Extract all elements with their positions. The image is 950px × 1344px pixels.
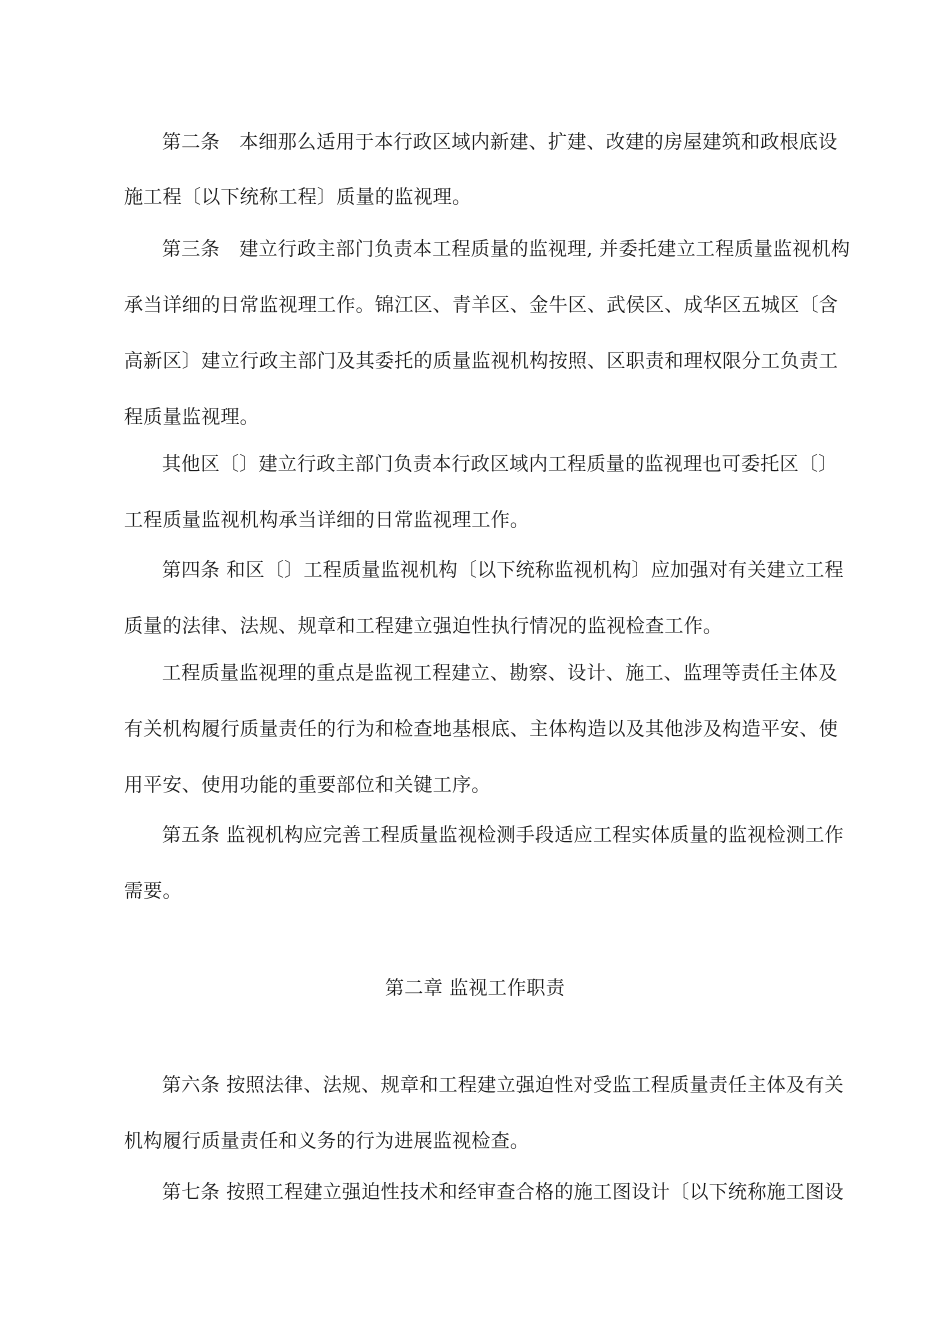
paragraph-focus-line-2: 有关机构履行质量责任的行为和检查地基根底、主体构造以及其他涉及构造平安、使	[124, 718, 839, 740]
chapter-2-heading: 第二章 监视工作职责	[384, 977, 566, 999]
article-5-line-2: 需要。	[124, 880, 182, 902]
paragraph-focus-line-3: 用平安、使用功能的重要部位和关键工序。	[124, 774, 491, 796]
article-3-line-1: 第三条 建立行政主部门负责本工程质量的监视理, 并委托建立工程质量监视机构	[162, 238, 851, 260]
article-3-line-4: 程质量监视理。	[124, 406, 260, 428]
paragraph-other-districts-line-2: 工程质量监视机构承当详细的日常监视理工作。	[124, 509, 530, 531]
paragraph-focus-line-1: 工程质量监视理的重点是监视工程建立、勘察、设计、施工、监理等责任主体及	[162, 662, 838, 684]
article-3-line-3: 高新区〕建立行政主部门及其委托的质量监视机构按照、区职责和理权限分工负责工	[124, 350, 839, 372]
article-2-line-2: 施工程〔以下统称工程〕质量的监视理。	[124, 186, 472, 208]
article-3-line-2: 承当详细的日常监视理工作。锦江区、青羊区、金牛区、武侯区、成华区五城区〔含	[124, 294, 839, 316]
article-2-line-1: 第二条 本细那么适用于本行政区域内新建、扩建、改建的房屋建筑和政根底设	[162, 131, 838, 153]
paragraph-other-districts-line-1: 其他区〔〕建立行政主部门负责本行政区域内工程质量的监视理也可委托区〔〕	[162, 453, 838, 475]
article-6-line-1: 第六条 按照法律、法规、规章和工程建立强迫性对受监工程质量责任主体及有关	[162, 1074, 844, 1096]
article-4-line-2: 质量的法律、法规、规章和工程建立强迫性执行情况的监视检查工作。	[124, 615, 723, 637]
article-4-line-1: 第四条 和区〔〕工程质量监视机构〔以下统称监视机构〕应加强对有关建立工程	[162, 559, 844, 581]
article-5-line-1: 第五条 监视机构应完善工程质量监视检测手段适应工程实体质量的监视检测工作	[162, 824, 844, 846]
article-7-line-1: 第七条 按照工程建立强迫性技术和经审查合格的施工图设计〔以下统称施工图设	[162, 1181, 844, 1203]
article-6-line-2: 机构履行质量责任和义务的行为进展监视检查。	[124, 1130, 530, 1152]
